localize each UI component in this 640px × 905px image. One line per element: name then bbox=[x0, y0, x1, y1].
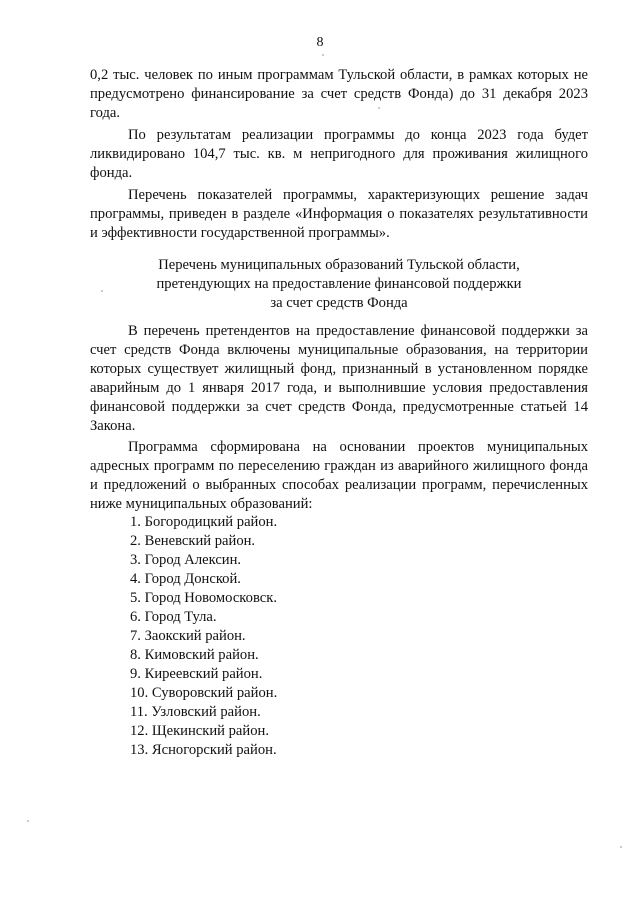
list-item: 10. Суворовский район. bbox=[130, 685, 278, 701]
heading-line-1: Перечень муниципальных образований Тульской области, bbox=[158, 257, 520, 273]
list-item: 13. Ясногорский район. bbox=[130, 742, 277, 758]
scan-speck bbox=[378, 107, 380, 109]
heading-line-3: за счет средств Фонда bbox=[270, 295, 408, 311]
paragraph-program-basis: Программа сформирована на основании проектов муниципальных адресных программ по переселению граждан из аварийного жилищного фонда и предложений о выбранных способах реализации программ, перечисленных ниже муниципальных образований: bbox=[90, 439, 588, 512]
scan-speck bbox=[620, 846, 622, 848]
list-item: 9. Киреевский район. bbox=[130, 666, 263, 682]
municipality-list bbox=[130, 513, 277, 760]
list-item: 8. Кимовский район. bbox=[130, 647, 259, 663]
list-item: 12. Щекинский район. bbox=[130, 723, 269, 739]
intro-text-block bbox=[90, 66, 588, 243]
scan-speck bbox=[27, 820, 29, 822]
list-item: 5. Город Новомосковск. bbox=[130, 590, 277, 606]
list-item: 1. Богородицкий район. bbox=[130, 514, 278, 530]
list-item: 4. Город Донской. bbox=[130, 571, 241, 587]
paragraph-indicators: Перечень показателей программы, характеризующих решение задач программы, приведен в разделе «Информация о показателях результативности и эффективности государственной программы». bbox=[90, 187, 588, 241]
scan-speck bbox=[101, 290, 103, 292]
list-item: 11. Узловский район. bbox=[130, 704, 261, 720]
scan-speck bbox=[322, 54, 324, 56]
page-number: 8 bbox=[316, 35, 324, 50]
list-item: 2. Веневский район. bbox=[130, 533, 256, 549]
paragraph-results: По результатам реализации программы до конца 2023 года будет ликвидировано 104,7 тыс. кв. м непригодного для проживания жилищного фонда. bbox=[90, 127, 588, 181]
list-item: 3. Город Алексин. bbox=[130, 552, 242, 568]
paragraph-continuation: 0,2 тыс. человек по иным программам Тульской области, в рамках которых не предусмотрено финансирование за счет средств Фонда) до 31 декабря 2023 года. bbox=[90, 67, 588, 121]
section-heading bbox=[90, 256, 588, 313]
heading-line-2: претендующих на предоставление финансовой поддержки bbox=[156, 276, 522, 292]
paragraph-candidates: В перечень претендентов на предоставление финансовой поддержки за счет средств Фонда включены муниципальные образования, на территории которых существует жилищный фонд, признанный в установленном порядке аварийным до 1 января 2017 года, и выполнившие условия предоставления финансовой поддержки за счет средств Фонда, предусмотренные статьей 14 Закона. bbox=[90, 323, 588, 434]
list-item: 6. Город Тула. bbox=[130, 609, 217, 625]
list-item: 7. Заокский район. bbox=[130, 628, 246, 644]
main-text-block bbox=[90, 322, 588, 514]
